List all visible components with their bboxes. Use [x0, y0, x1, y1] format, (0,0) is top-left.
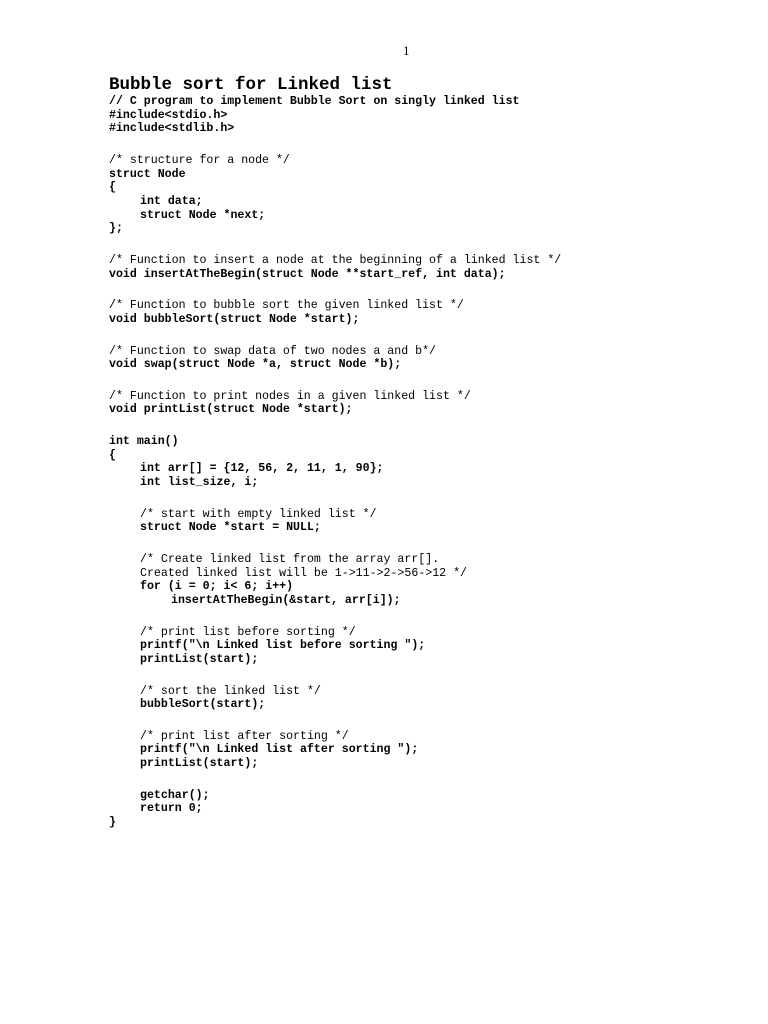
code-line: for (i = 0; i< 6; i++) [140, 580, 294, 594]
code-comment-line: /* Create linked list from the array arr[]. [140, 552, 440, 566]
blank-line [109, 281, 561, 299]
code-line: struct Node *next; [140, 208, 266, 222]
code-line: return 0; [140, 802, 203, 816]
code-comment-line: /* Function to bubble sort the given linked list */ [109, 299, 464, 313]
code-line: { [109, 448, 116, 462]
page-number: 1 [403, 43, 410, 58]
blank-line [109, 712, 561, 730]
code-comment-line: /* structure for a node */ [109, 153, 290, 167]
code-comment-line: /* Function to swap data of two nodes a and b*/ [109, 344, 436, 358]
code-line: } [109, 816, 116, 830]
blank-line [109, 136, 561, 154]
code-comment-line: /* print list after sorting */ [140, 729, 349, 743]
code-line: int list_size, i; [140, 476, 259, 490]
blank-line [109, 490, 561, 508]
code-line: // C program to implement Bubble Sort on singly linked list [109, 95, 520, 108]
code-comment-line: /* Function to insert a node at the beginning of a linked list */ [109, 253, 562, 267]
code-line: void bubbleSort(struct Node *start); [109, 312, 360, 326]
code-line: printList(start); [140, 757, 259, 771]
code-line: insertAtTheBegin(&start, arr[i]); [171, 594, 401, 607]
code-comment-line: /* sort the linked list */ [140, 684, 321, 698]
blank-line [109, 771, 561, 789]
blank-line [109, 417, 561, 435]
code-comment-line: /* print list before sorting */ [140, 625, 356, 639]
document-title: Bubble sort for Linked list [109, 75, 393, 95]
code-line: struct Node *start = NULL; [140, 521, 321, 535]
blank-line [109, 535, 561, 553]
code-comment-line: /* start with empty linked list */ [140, 507, 377, 521]
blank-line [109, 236, 561, 254]
code-line: #include<stdio.h> [109, 108, 228, 122]
blank-line [109, 667, 561, 685]
blank-line [109, 372, 561, 390]
code-line: printf("\n Linked list before sorting "); [140, 639, 426, 653]
code-line: void insertAtTheBegin(struct Node **start_ref, int data); [109, 267, 506, 281]
code-line: printf("\n Linked list after sorting "); [140, 743, 419, 757]
code-line: bubbleSort(start); [140, 698, 266, 712]
code-line: void swap(struct Node *a, struct Node *b); [109, 358, 402, 372]
code-line: }; [109, 222, 123, 236]
code-line: int data; [140, 195, 203, 209]
code-comment-line: /* Function to print nodes in a given linked list */ [109, 389, 471, 403]
code-line: int main() [109, 435, 179, 449]
blank-line [109, 327, 561, 345]
code-line: #include<stdlib.h> [109, 122, 235, 136]
code-line: void printList(struct Node *start); [109, 403, 353, 417]
code-line: { [109, 181, 116, 195]
blank-line [109, 608, 561, 626]
code-line: int arr[] = {12, 56, 2, 11, 1, 90}; [140, 462, 384, 476]
code-line: printList(start); [140, 652, 259, 666]
code-line: struct Node [109, 167, 186, 181]
code-line: getchar(); [140, 788, 210, 802]
code-block [109, 95, 561, 830]
code-comment-line: Created linked list will be 1->11->2->56->12 */ [140, 566, 467, 580]
